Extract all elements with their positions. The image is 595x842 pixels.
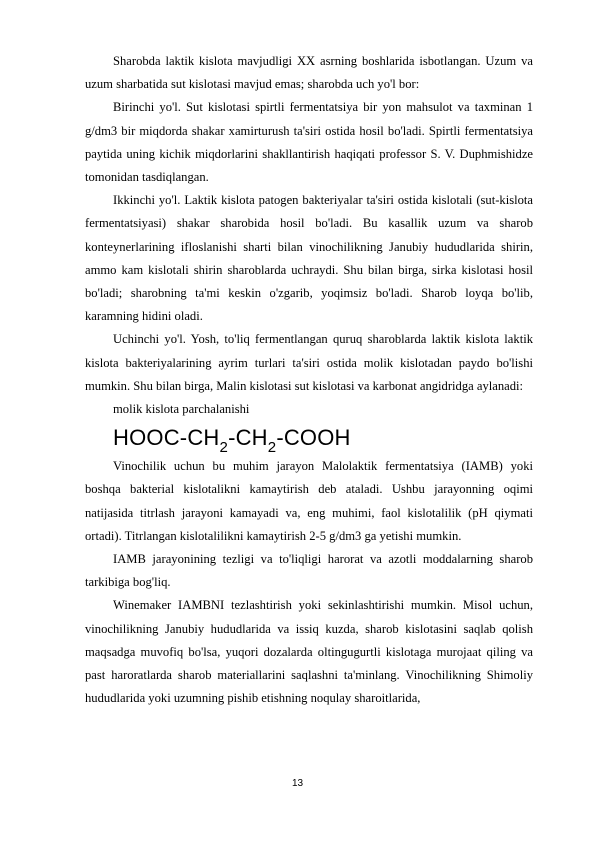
paragraph-third-way: Uchinchi yo'l. Yosh, to'liq fermentlangan quruq sharoblarda laktik kislota laktik kislota bakteriyalarining ayrim turlari ta'siri ostida molik kislotadan paydo bo'lishi mumkin. Shu bilan birga, Malin kislotasi sut kislotasi va karbonat angidridga aylanadi: bbox=[85, 332, 533, 393]
formula-caption: molik kislota parchalanishi bbox=[113, 402, 250, 417]
paragraph-winemaker: Winemaker IAMBNI tezlashtirish yoki sekinlashtirishi mumkin. Misol uchun, vinochilikning Janubiy hududlarida va issiq kuzda, sharob kislotasini saqlab qolish maqsadga muvofiq bo'lsa, yuqori dozalarda oltingugurtli kislotaga murojaat qiling va past haroratlarda sharob materiallarini saqlashni ta'minlang. Vinochilikning Shimoliy hududlarida yoki uzumning pishib etishning noqulay sharoitlarida, bbox=[85, 598, 533, 706]
malic-acid-formula bbox=[85, 421, 533, 455]
paragraph-malolactic: Vinochilik uchun bu muhim jarayon Malolaktik fermentatsiya (IAMB) yoki boshqa bakterial kislotalikni kamaytirish deb ataladi. Ushbu jarayonning oqimi natijasida titrlash jarayoni kamayadi va, eng muhimi, faol kislotalilik (pH qiymati ortadi). Titrlangan kislotalilikni kamaytirish 2-5 g/dm3 ga yetishi mumkin. bbox=[85, 459, 533, 543]
paragraph-iamb-speed: IAMB jarayonining tezligi va to'liqligi harorat va azotli moddalarning sharob tarkibiga bog'liq. bbox=[85, 552, 533, 590]
formula-part-2: -CH bbox=[228, 425, 268, 451]
formula-subscript-1: 2 bbox=[219, 439, 229, 457]
paragraph-intro: Sharobda laktik kislota mavjudligi XX asrning boshlarida isbotlangan. Uzum va uzum sharbatida sut kislotasi mavjud emas; sharobda uch yo'l bor: bbox=[85, 54, 533, 92]
formula-part-1: HOOC-CH bbox=[113, 425, 220, 451]
formula-part-3: -COOH bbox=[276, 425, 351, 451]
document-page bbox=[85, 50, 533, 710]
formula-subscript-2: 2 bbox=[267, 439, 277, 457]
paragraph-second-way: Ikkinchi yo'l. Laktik kislota patogen bakteriyalar ta'siri ostida kislotali (sut-kislota fermentatsiyasi) shakar sharobida hosil bo'ladi. Bu kasallik uzum va sharob konteynerlarining ifloslanishi sharti bilan vinochilikning Janubiy hududlarida shirin, ammo kam kislotali shirin sharoblarda uchraydi. Shu bilan birga, sirka kislotasi hosil bo'ladi; sharobning ta'mi keskin o'zgarib, yoqimsiz bo'ladi. Sharob loyqa bo'lib, karamning hidini oladi. bbox=[85, 193, 533, 324]
paragraph-first-way: Birinchi yo'l. Sut kislotasi spirtli fermentatsiya bir yon mahsulot va taxminan 1 g/dm3 bir miqdorda shakar xamirturush ta'siri ostida hosil bo'ladi. Spirtli fermentatsiya paytida uning kichik miqdorlarini shakllantirish haqiqati professor S. V. Duphmishidze tomonidan tasdiqlangan. bbox=[85, 100, 533, 185]
page-number: 13 bbox=[291, 778, 304, 789]
